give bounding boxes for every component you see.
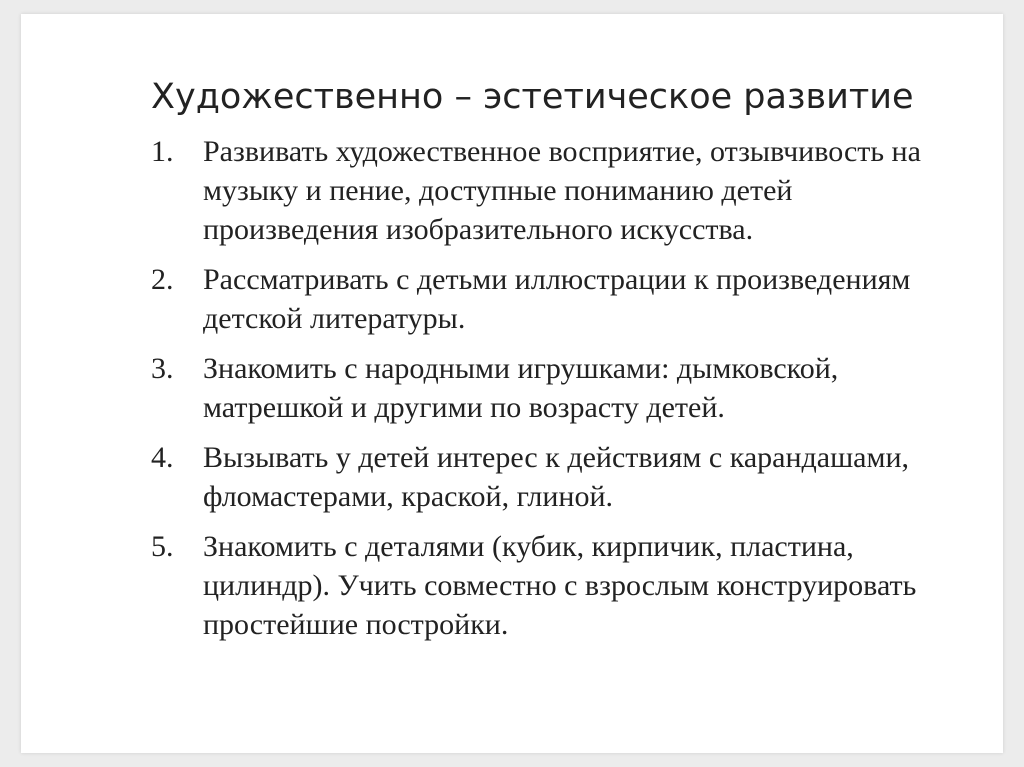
objectives-list — [151, 132, 951, 655]
list-item — [151, 349, 951, 427]
list-item-number: 2. — [151, 263, 174, 296]
slide — [21, 14, 1003, 753]
list-item — [151, 260, 951, 338]
list-item-text: Вызывать у детей интерес к действиям с карандашами, фломастерами, краской, глиной. — [203, 441, 910, 513]
list-item — [151, 438, 951, 516]
list-item-number: 1. — [151, 135, 174, 168]
list-item-text: Знакомить с деталями (кубик, кирпичик, пластина, цилиндр). Учить совместно с взрослым конструировать простейшие постройки. — [203, 530, 917, 641]
list-item-text: Знакомить с народными игрушками: дымковской, матрешкой и другими по возрасту детей. — [203, 352, 839, 424]
list-item-number: 4. — [151, 441, 174, 474]
list-item-number: 5. — [151, 530, 174, 563]
list-item-text: Рассматривать с детьми иллюстрации к произведениям детской литературы. — [203, 263, 911, 335]
list-item — [151, 527, 951, 644]
list-item-text: Развивать художественное восприятие, отзывчивость на музыку и пение, доступные пониманию детей произведения изобразительного искусства. — [203, 135, 921, 246]
list-item-number: 3. — [151, 352, 174, 385]
list-item — [151, 132, 951, 249]
slide-title: Художественно – эстетическое развитие — [151, 77, 914, 117]
